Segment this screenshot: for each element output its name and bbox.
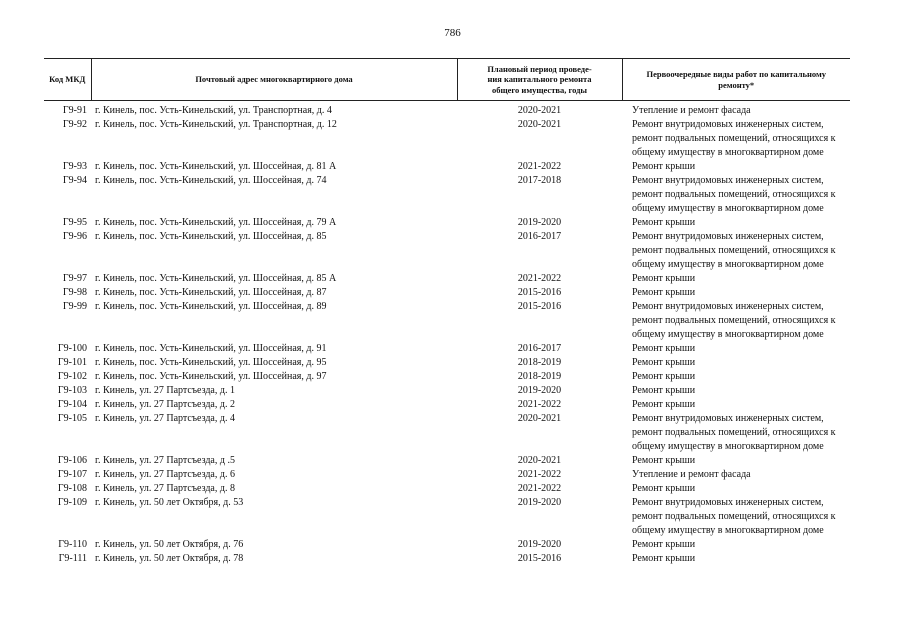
cell-works-line: ремонт подвальных помещений, относящихся к	[632, 315, 836, 326]
cell-works	[622, 272, 850, 286]
cell-works-line: общему имуществу в многоквартирном доме	[632, 259, 824, 270]
table-row	[44, 160, 850, 174]
cell-works	[622, 342, 850, 356]
cell-works	[622, 398, 850, 412]
cell-period: 2021-2022	[517, 273, 562, 284]
table-row	[44, 552, 850, 566]
cell-period: 2019-2020	[517, 217, 562, 228]
cell-works-line: общему имуществу в многоквартирном доме	[632, 441, 824, 452]
cell-code: Г9-107	[57, 469, 87, 480]
cell-works-line: общему имуществу в многоквартирном доме	[632, 147, 824, 158]
table-row	[44, 118, 850, 160]
cell-address: г. Кинель, ул. 27 Партсъезда, д. 8	[95, 483, 235, 494]
cell-code: Г9-105	[57, 413, 87, 424]
cell-period: 2020-2021	[517, 119, 562, 130]
cell-works-line: Ремонт внутридомовых инженерных систем,	[632, 175, 824, 186]
cell-works-line: ремонт подвальных помещений, относящихся к	[632, 245, 836, 256]
cell-code: Г9-92	[62, 119, 87, 130]
cell-code: Г9-96	[62, 231, 87, 242]
cell-works	[622, 384, 850, 398]
cell-period: 2021-2022	[517, 161, 562, 172]
cell-works	[622, 230, 850, 272]
cell-period: 2018-2019	[517, 357, 562, 368]
header-period-line: общего имущества, годы	[491, 84, 588, 95]
cell-works	[622, 286, 850, 300]
cell-code: Г9-102	[57, 371, 87, 382]
table-row	[44, 230, 850, 272]
cell-works	[622, 412, 850, 454]
cell-works-line: Ремонт крыши	[632, 217, 696, 228]
cell-works-line: Ремонт крыши	[632, 371, 696, 382]
cell-code: Г9-111	[58, 553, 87, 564]
cell-works	[622, 160, 850, 174]
cell-works	[622, 216, 850, 230]
cell-address: г. Кинель, ул. 27 Партсъезда, д. 6	[95, 469, 235, 480]
cell-works	[622, 538, 850, 552]
cell-address: г. Кинель, пос. Усть-Кинельский, ул. Шоссейная, д. 91	[95, 343, 327, 354]
table-row	[44, 468, 850, 482]
table-row	[44, 272, 850, 286]
cell-code: Г9-97	[62, 273, 87, 284]
cell-works	[622, 468, 850, 482]
table-row	[44, 538, 850, 552]
cell-period: 2015-2016	[517, 287, 562, 298]
cell-code: Г9-99	[62, 301, 87, 312]
cell-works-line: общему имуществу в многоквартирном доме	[632, 203, 824, 214]
cell-address: г. Кинель, пос. Усть-Кинельский, ул. Шоссейная, д. 85 А	[95, 273, 337, 284]
cell-code: Г9-100	[57, 343, 87, 354]
table-row	[44, 454, 850, 468]
cell-works	[622, 356, 850, 370]
cell-works-line: Ремонт крыши	[632, 399, 696, 410]
cell-period: 2020-2021	[517, 455, 562, 466]
cell-period: 2021-2022	[517, 483, 562, 494]
cell-works-line: Ремонт внутридомовых инженерных систем,	[632, 497, 824, 508]
cell-period: 2018-2019	[517, 371, 562, 382]
table-row	[44, 496, 850, 538]
cell-period: 2021-2022	[517, 469, 562, 480]
cell-works-line: Ремонт крыши	[632, 273, 696, 284]
cell-works	[622, 482, 850, 496]
table-row	[44, 286, 850, 300]
header-works-line: Первоочередные виды работ по капитальному	[646, 69, 827, 79]
cell-works	[622, 454, 850, 468]
cell-works-line: Утепление и ремонт фасада	[632, 469, 751, 480]
cell-period: 2016-2017	[517, 231, 562, 242]
header-period	[457, 59, 622, 101]
cell-period: 2017-2018	[517, 175, 562, 186]
cell-code: Г9-101	[57, 357, 87, 368]
table-row	[44, 216, 850, 230]
table-row	[44, 300, 850, 342]
cell-code: Г9-103	[57, 385, 87, 396]
cell-works-line: Ремонт крыши	[632, 483, 696, 494]
cell-address: г. Кинель, пос. Усть-Кинельский, ул. Шоссейная, д. 74	[95, 175, 327, 186]
cell-period: 2015-2016	[517, 553, 562, 564]
cell-works-line: Утепление и ремонт фасада	[632, 105, 751, 116]
cell-works	[622, 174, 850, 216]
header-period-line: ния капитального ремонта	[487, 74, 592, 85]
cell-address: г. Кинель, ул. 50 лет Октября, д. 78	[95, 553, 244, 564]
header-period-line: Плановый период проведе-	[487, 63, 592, 74]
cell-code: Г9-98	[62, 287, 87, 298]
page-number: 786	[444, 27, 461, 39]
cell-address: г. Кинель, пос. Усть-Кинельский, ул. Транспортная, д. 4	[95, 105, 332, 116]
table-row	[44, 384, 850, 398]
cell-code: Г9-94	[62, 175, 87, 186]
table-row	[44, 356, 850, 370]
cell-period: 2020-2021	[517, 105, 562, 116]
table-row	[44, 482, 850, 496]
capital-repair-table	[44, 58, 850, 566]
table-body	[44, 104, 850, 566]
cell-works-line: Ремонт крыши	[632, 385, 696, 396]
cell-period: 2016-2017	[517, 343, 562, 354]
cell-works-line: общему имуществу в многоквартирном доме	[632, 329, 824, 340]
cell-address: г. Кинель, ул. 50 лет Октября, д. 53	[95, 497, 244, 508]
header-works-line: ремонту*	[718, 79, 755, 90]
cell-works-line: Ремонт крыши	[632, 539, 696, 550]
cell-address: г. Кинель, пос. Усть-Кинельский, ул. Шоссейная, д. 89	[95, 301, 327, 312]
cell-works-line: Ремонт крыши	[632, 357, 696, 368]
table-row	[44, 342, 850, 356]
table-row	[44, 174, 850, 216]
table-header-row	[44, 59, 850, 101]
cell-code: Г9-91	[62, 105, 87, 116]
cell-address: г. Кинель, пос. Усть-Кинельский, ул. Шоссейная, д. 97	[95, 371, 327, 382]
cell-address: г. Кинель, пос. Усть-Кинельский, ул. Транспортная, д. 12	[95, 119, 337, 130]
cell-address: г. Кинель, пос. Усть-Кинельский, ул. Шоссейная, д. 87	[95, 287, 327, 298]
cell-period: 2021-2022	[517, 399, 562, 410]
cell-code: Г9-93	[62, 161, 87, 172]
table-row	[44, 412, 850, 454]
cell-works	[622, 300, 850, 342]
cell-period: 2020-2021	[517, 413, 562, 424]
cell-address: г. Кинель, ул. 27 Партсъезда, д .5	[95, 455, 235, 466]
cell-works-line: Ремонт внутридомовых инженерных систем,	[632, 413, 824, 424]
cell-code: Г9-108	[57, 483, 87, 494]
header-code: Код МКД	[44, 59, 91, 101]
cell-address: г. Кинель, ул. 27 Партсъезда, д. 2	[95, 399, 235, 410]
table-row	[44, 104, 850, 118]
cell-works-line: Ремонт внутридомовых инженерных систем,	[632, 301, 824, 312]
cell-works-line: общему имуществу в многоквартирном доме	[632, 525, 824, 536]
cell-address: г. Кинель, пос. Усть-Кинельский, ул. Шоссейная, д. 85	[95, 231, 327, 242]
cell-works-line: ремонт подвальных помещений, относящихся к	[632, 133, 836, 144]
cell-address: г. Кинель, пос. Усть-Кинельский, ул. Шоссейная, д. 81 А	[95, 161, 337, 172]
cell-works-line: ремонт подвальных помещений, относящихся к	[632, 511, 836, 522]
cell-works-line: Ремонт внутридомовых инженерных систем,	[632, 231, 824, 242]
cell-address: г. Кинель, ул. 27 Партсъезда, д. 4	[95, 413, 235, 424]
cell-code: Г9-109	[57, 497, 87, 508]
cell-works-line: Ремонт крыши	[632, 343, 696, 354]
cell-address: г. Кинель, пос. Усть-Кинельский, ул. Шоссейная, д. 95	[95, 357, 327, 368]
cell-code: Г9-106	[57, 455, 87, 466]
cell-code: Г9-110	[58, 539, 87, 550]
cell-works-line: Ремонт крыши	[632, 455, 696, 466]
cell-works-line: ремонт подвальных помещений, относящихся к	[632, 427, 836, 438]
cell-works	[622, 104, 850, 118]
cell-period: 2019-2020	[517, 497, 562, 508]
header-works	[622, 59, 850, 101]
cell-address: г. Кинель, ул. 50 лет Октября, д. 76	[95, 539, 244, 550]
cell-works-line: ремонт подвальных помещений, относящихся к	[632, 189, 836, 200]
cell-works-line: Ремонт внутридомовых инженерных систем,	[632, 119, 824, 130]
cell-period: 2015-2016	[517, 301, 562, 312]
cell-works	[622, 118, 850, 160]
cell-works	[622, 370, 850, 384]
cell-address: г. Кинель, ул. 27 Партсъезда, д. 1	[95, 385, 235, 396]
cell-period: 2019-2020	[517, 385, 562, 396]
cell-works-line: Ремонт крыши	[632, 161, 696, 172]
cell-works	[622, 496, 850, 538]
header-address: Почтовый адрес многоквартирного дома	[91, 59, 457, 101]
cell-works-line: Ремонт крыши	[632, 287, 696, 298]
cell-code: Г9-95	[62, 217, 87, 228]
cell-works	[622, 552, 850, 566]
cell-period: 2019-2020	[517, 539, 562, 550]
table-row	[44, 370, 850, 384]
table-row	[44, 398, 850, 412]
cell-code: Г9-104	[57, 399, 87, 410]
cell-address: г. Кинель, пос. Усть-Кинельский, ул. Шоссейная, д. 79 А	[95, 217, 337, 228]
cell-works-line: Ремонт крыши	[632, 553, 696, 564]
